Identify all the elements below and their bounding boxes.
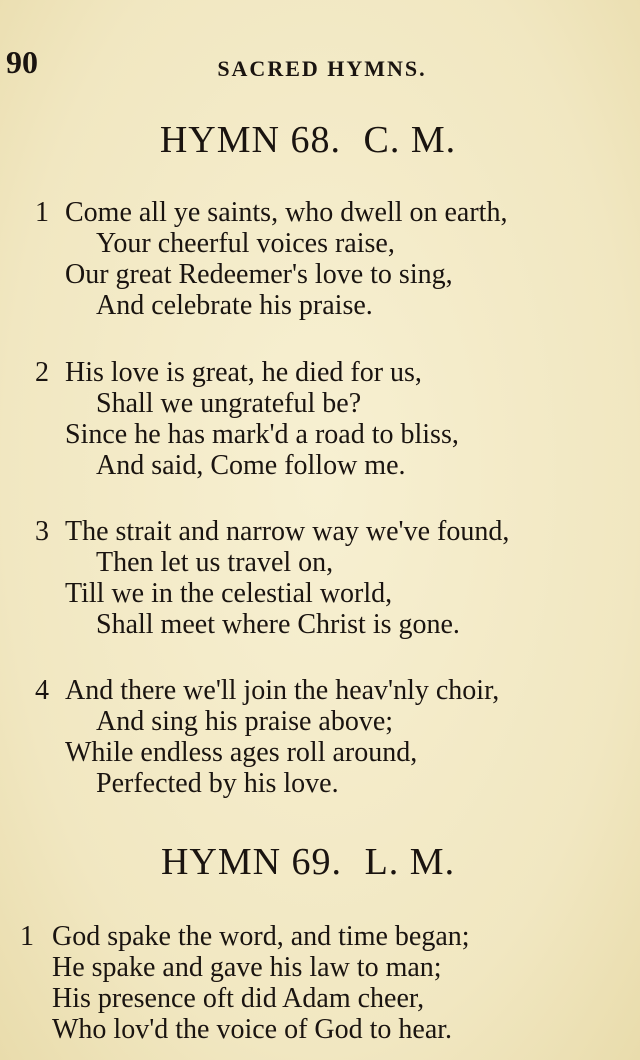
stanza-number: 2 <box>35 357 49 388</box>
verse-line: And there we'll join the heav'nly choir, <box>65 675 500 706</box>
running-head: SACRED HYMNS. <box>217 56 427 81</box>
page-number: 90 <box>6 44 38 80</box>
verse-line: The strait and narrow way we've found, <box>65 516 510 547</box>
verse-line: Shall we ungrateful be? <box>96 388 362 419</box>
verse-line: Then let us travel on, <box>96 547 334 578</box>
stanza-number: 4 <box>35 675 49 706</box>
verse-line: He spake and gave his law to man; <box>52 952 442 983</box>
verse-line: And sing his praise above; <box>96 706 394 737</box>
verse-line: Who lov'd the voice of God to hear. <box>52 1014 453 1045</box>
verse-line: Your cheerful voices raise, <box>96 228 395 259</box>
hymn-meter: L. M. <box>364 841 456 883</box>
verse-line: God spake the word, and time began; <box>52 921 470 952</box>
hymn-meter: C. M. <box>363 119 457 161</box>
stanza-number: 1 <box>35 197 49 228</box>
stanza-number: 1 <box>20 921 34 952</box>
verse-line: Since he has mark'd a road to bliss, <box>65 419 459 450</box>
verse-line: Shall meet where Christ is gone. <box>96 609 460 640</box>
hymn-number: HYMN 69. <box>160 841 343 883</box>
verse-line: Till we in the celestial world, <box>65 578 393 609</box>
verse-line: His presence oft did Adam cheer, <box>52 983 425 1014</box>
hymn-title <box>0 118 616 162</box>
stanza-number: 3 <box>35 516 49 547</box>
verse-line: Our great Redeemer's love to sing, <box>65 259 453 290</box>
verse-line: And celebrate his praise. <box>96 290 373 321</box>
verse-line: While endless ages roll around, <box>65 737 418 768</box>
verse-line: Perfected by his love. <box>96 768 339 799</box>
hymn-title <box>0 840 616 884</box>
verse-line: His love is great, he died for us, <box>65 357 422 388</box>
hymn-number: HYMN 68. <box>159 119 341 161</box>
verse-line: And said, Come follow me. <box>96 450 406 481</box>
verse-line: Come all ye saints, who dwell on earth, <box>65 197 508 228</box>
